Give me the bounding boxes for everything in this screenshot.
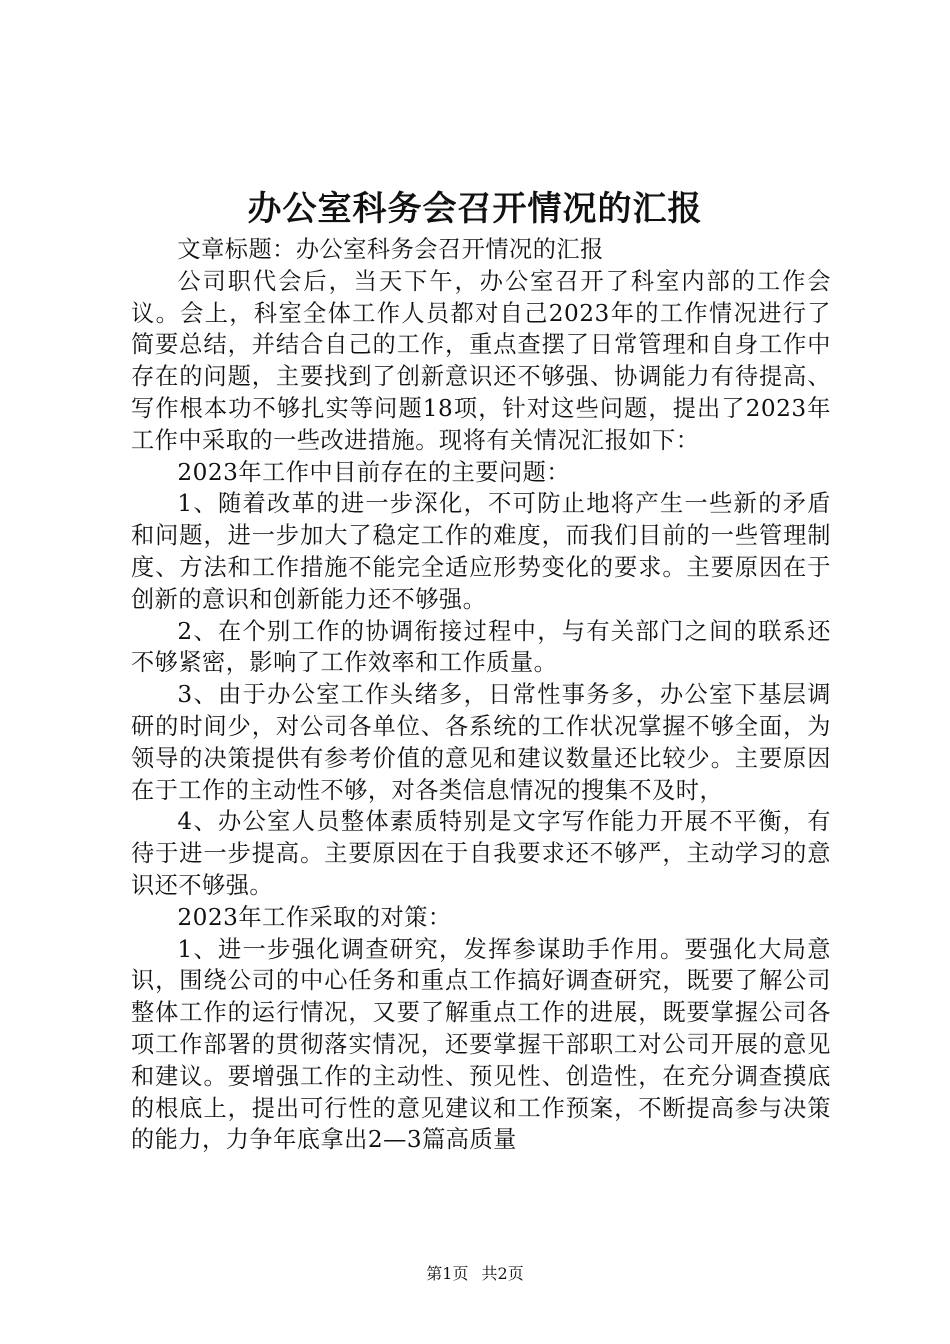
document-body <box>131 234 831 1156</box>
page-number: 第1页 <box>426 1264 469 1283</box>
section-heading-measures: 2023年工作采取的对策： <box>177 903 452 931</box>
problem-item-4: 4、办公室人员整体素质特别是文字写作能力开展不平衡，有待于进一步提高。主要原因在于自我要求还不够严，主动学习的意识还不够强。 <box>131 808 831 899</box>
measure-item-1: 1、进一步强化调查研究，发挥参谋助手作用。要强化大局意识，围绕公司的中心任务和重点工作搞好调查研究，既要了解公司整体工作的运行情况，又要了解重点工作的进展，既要掌握公司各项工作部署的贯彻落实情况，还要掌握干部职工对公司开展的意见和建议。要增强工作的主动性、预见性、创造性，在充分调查摸底的根底上，提出可行性的意见建议和工作预案，不断提高参与决策的能力，力争年底拿出2—3篇高质量 <box>131 935 831 1154</box>
page-total: 共2页 <box>481 1264 524 1283</box>
intro-paragraph: 公司职代会后，当天下午，办公室召开了科室内部的工作会议。会上，科室全体工作人员都对自己2023年的工作情况进行了简要总结，并结合自己的工作，重点查摆了日常管理和自身工作中存在的问题，主要找到了创新意识还不够强、协调能力有待提高、写作根本功不够扎实等问题18项，针对这些问题，提出了2023年工作中采取的一些改进措施。现将有关情况汇报如下： <box>131 267 831 454</box>
problem-item-2: 2、在个别工作的协调衔接过程中，与有关部门之间的联系还不够紧密，影响了工作效率和工作质量。 <box>131 617 831 677</box>
page-footer <box>0 1262 950 1286</box>
section-heading-problems: 2023年工作中目前存在的主要问题： <box>177 458 571 486</box>
document-title: 办公室科务会召开情况的汇报 <box>247 189 703 229</box>
problem-item-3: 3、由于办公室工作头绪多，日常性事务多，办公室下基层调研的时间少，对公司各单位、各系统的工作状况掌握不够全面，为领导的决策提供有参考价值的意见和建议数量还比较少。主要原因在于工作的主动性不够，对各类信息情况的搜集不及时， <box>131 681 831 804</box>
problem-item-1: 1、随着改革的进一步深化，不可防止地将产生一些新的矛盾和问题，进一步加大了稳定工作的难度，而我们目前的一些管理制度、方法和工作措施不能完全适应形势变化的要求。主要原因在于创新的意识和创新能力还不够强。 <box>131 490 831 613</box>
article-title-line: 文章标题：办公室科务会召开情况的汇报 <box>177 236 604 263</box>
